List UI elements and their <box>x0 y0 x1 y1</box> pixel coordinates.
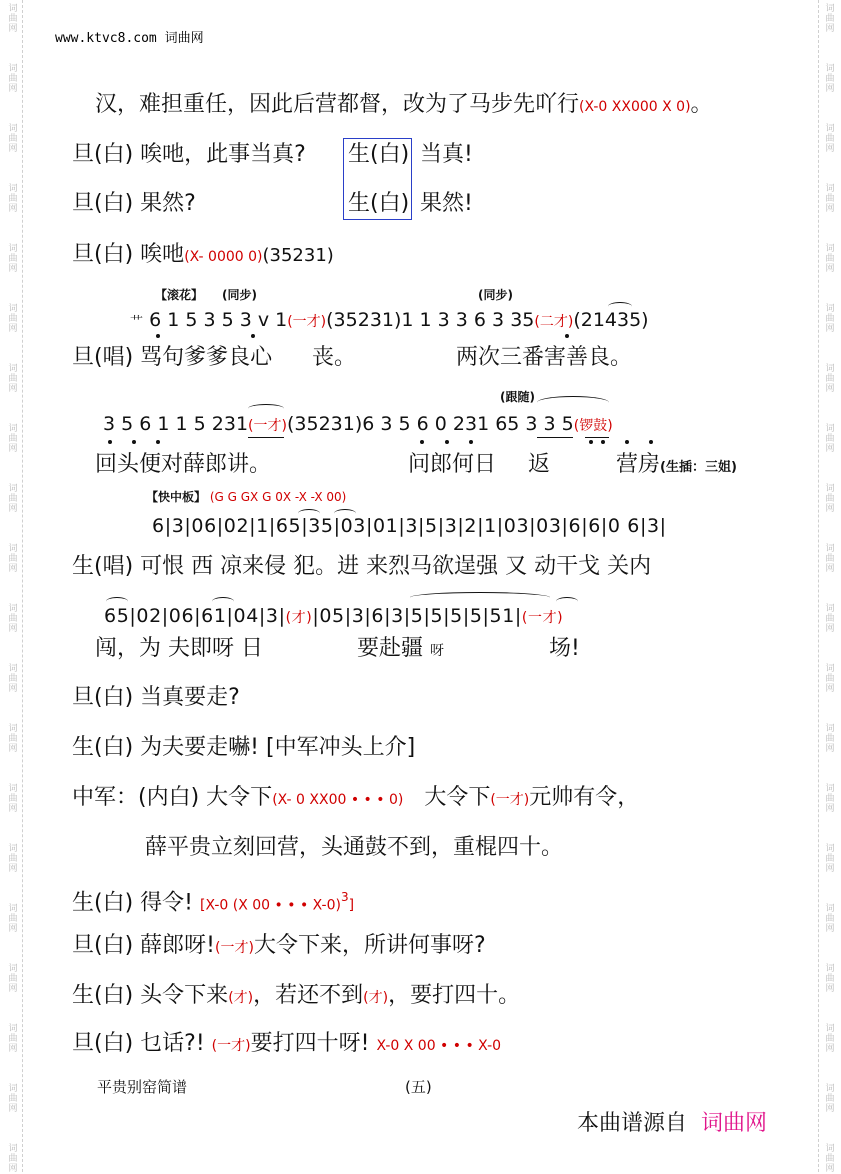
tempo-tag: 【快中板】 <box>146 490 207 504</box>
dialogue-line-9: 旦(白) 当真要走? <box>72 685 240 710</box>
source-brand[interactable]: 本曲谱源自 词曲网 <box>577 1111 768 1136</box>
dialogue-line-16: 旦(白) 乜话?! (一才)要打四十呀! X-0 X 00 • • • X-0 <box>72 1031 502 1056</box>
lyric-line-6: 回头便对薛郎讲。 <box>95 452 272 477</box>
watermark-glyph: 词 曲 网 <box>8 244 18 274</box>
page-number: (五) <box>405 1078 432 1096</box>
watermark-glyph: 词 曲 网 <box>8 184 18 214</box>
tempo-line: 【快中板】 (G G GX G 0X -X -X 00) <box>146 490 347 504</box>
dialogue-line-10: 生(白) 为夫要走嚇! [中军冲头上介] <box>72 735 416 760</box>
dialogue-line-3: 旦(白) 果然? <box>72 191 196 216</box>
low-octave-dot <box>156 334 160 338</box>
slur <box>298 509 320 518</box>
slur <box>334 509 356 518</box>
lyric-fragment: 返 <box>528 452 551 477</box>
left-watermark-strip <box>0 0 23 1172</box>
watermark-glyph: 词 曲 网 <box>8 964 18 994</box>
watermark-glyph: 词 曲 网 <box>825 844 835 874</box>
watermark-glyph: 词 曲 网 <box>8 664 18 694</box>
low-octave-dot <box>108 440 112 444</box>
low-octave-dot <box>625 440 629 444</box>
role-label: 旦(白) <box>72 933 134 958</box>
slur <box>106 597 128 606</box>
dialogue-line-13: 生(白) 得令! [X-0 (X 00 • • • X-0)$^3$] <box>72 890 355 916</box>
notation-line-4: 65|02|06|61|04|3|(才)|05|3|6|3|5|5|5|5|51|(一才) <box>104 605 564 627</box>
brand-underline <box>645 1134 815 1139</box>
lyric-fragment: 丧。 <box>312 345 357 370</box>
cue-tag: (跟随) <box>500 390 535 404</box>
sung-line-5: 旦(唱) 骂句爹爹良心 <box>72 345 273 370</box>
lyric-line-8: 闯，为 夫即呀 日 <box>95 636 263 661</box>
tempo-tag: 【滚花】 <box>155 288 204 302</box>
watermark-glyph: 词 曲 网 <box>8 64 18 94</box>
role-label: 生(白) <box>72 735 134 760</box>
slur <box>556 597 578 606</box>
site-url[interactable]: www.ktvc8.com 词曲网 <box>55 31 204 46</box>
watermark-glyph: 词 曲 网 <box>825 604 835 634</box>
slur <box>537 396 609 409</box>
watermark-glyph: 词 曲 网 <box>8 4 18 34</box>
slur <box>248 404 284 413</box>
watermark-glyph: 词 曲 网 <box>8 544 18 574</box>
dialogue-line-15: 生(白) 头令下来(才)，若还不到(才)，要打四十。 <box>72 983 521 1008</box>
lyric-fragment: 场! <box>549 636 580 661</box>
boxed-role: 生(白) <box>348 191 410 216</box>
watermark-glyph: 词 曲 网 <box>825 904 835 934</box>
watermark-glyph: 词 曲 网 <box>825 244 835 274</box>
watermark-glyph: 词 曲 网 <box>825 1084 835 1114</box>
lyric-fragment: 要赴疆 呀 <box>357 636 445 661</box>
beam <box>537 437 573 438</box>
watermark-glyph: 词 曲 网 <box>8 604 18 634</box>
dialogue-line-12: 薛平贵立刻回营，头通鼓不到，重棍四十。 <box>145 835 564 860</box>
watermark-glyph: 词 曲 网 <box>8 124 18 154</box>
watermark-glyph: 词 曲 网 <box>825 1024 835 1054</box>
watermark-glyph: 词 曲 网 <box>825 184 835 214</box>
role-label: 中军： <box>72 785 139 810</box>
lyric-fragment: 两次三番害善良。 <box>456 345 633 370</box>
low-octave-dot <box>589 440 593 444</box>
watermark-glyph: 词 曲 网 <box>8 424 18 454</box>
watermark-glyph: 词 曲 网 <box>8 1024 18 1054</box>
watermark-glyph: 词 曲 网 <box>8 304 18 334</box>
low-octave-dot <box>601 440 605 444</box>
watermark-glyph: 词 曲 网 <box>8 904 18 934</box>
beam <box>585 437 609 438</box>
low-octave-dot <box>469 440 473 444</box>
watermark-glyph: 词 曲 网 <box>8 844 18 874</box>
role-label: 生(白) <box>72 890 134 916</box>
role-label: 旦(白) <box>72 1031 134 1056</box>
cue-tag: (同步) <box>222 288 257 302</box>
watermark-glyph: 词 曲 网 <box>825 304 835 334</box>
watermark-glyph: 词 曲 网 <box>8 1084 18 1114</box>
stage-note: (生插：三姐) <box>660 460 737 475</box>
watermark-glyph: 词 曲 网 <box>825 1144 835 1174</box>
dialogue-line-11: 中军：(内白) 大令下(X- 0 XX00 • • • 0) 大令下(一才)元帅有令， <box>72 785 640 810</box>
watermark-glyph: 词 曲 网 <box>825 64 835 94</box>
slur <box>410 592 550 603</box>
low-octave-dot <box>251 334 255 338</box>
brand-logo: 词曲网 <box>701 1111 768 1136</box>
role-label: 旦(白) <box>72 191 134 216</box>
role-label: 旦(白) <box>72 142 134 167</box>
footer-title: 平贵别窑简谱 <box>97 1078 188 1096</box>
watermark-glyph: 词 曲 网 <box>825 724 835 754</box>
watermark-glyph: 词 曲 网 <box>8 724 18 754</box>
watermark-glyph: 词 曲 网 <box>8 364 18 394</box>
lyric-line-1: 汉，难担重任，因此后营都督，改为了马步先吖行(X-0 XX000 X 0)。 <box>95 92 713 117</box>
watermark-glyph: 词 曲 网 <box>825 424 835 454</box>
watermark-glyph: 词 曲 网 <box>825 664 835 694</box>
watermark-glyph: 词 曲 网 <box>825 964 835 994</box>
low-octave-dot <box>420 440 424 444</box>
low-octave-dot <box>649 440 653 444</box>
percussion-mark: (X-0 XX000 X 0) <box>579 99 691 115</box>
reply-text: 当真! <box>420 142 473 167</box>
watermark-glyph: 词 曲 网 <box>8 1144 18 1174</box>
dialogue-line-14: 旦(白) 薛郎呀!(一才)大令下来，所讲何事呀? <box>72 933 486 958</box>
watermark-glyph: 词 曲 网 <box>825 544 835 574</box>
right-watermark-strip <box>818 0 841 1172</box>
watermark-glyph: 词 曲 网 <box>825 484 835 514</box>
cue-tag: (同步) <box>478 288 513 302</box>
low-octave-dot <box>565 334 569 338</box>
sung-line-7: 生(唱) 可恨 西 凉来侵 犯。进 来烈马欲逞强 又 动干戈 关内 <box>72 554 652 579</box>
notation-line-2: 3 5 6 1 1 5 231(一才)(35231)6 3 5 6 0 231 65 3 3 5(锣鼓) <box>103 413 613 435</box>
slur <box>608 302 632 311</box>
watermark-glyph: 词 曲 网 <box>825 124 835 154</box>
highlight-box <box>343 138 412 220</box>
notation-line-1: ⺾ 6 1 5 3 5 3 v 1(一才)(35231)1 1 3 3 6 3 35(二才)(21435) <box>130 309 649 331</box>
role-label: 生(唱) <box>72 554 134 579</box>
slur <box>212 597 234 606</box>
dialogue-line-4: 旦(白) 唉吔(X- 0000 0)(35231) <box>72 242 334 267</box>
low-octave-dot <box>445 440 449 444</box>
watermark-glyph: 词 曲 网 <box>8 484 18 514</box>
lyric-fragment: 问郎何日 <box>408 452 497 477</box>
watermark-glyph: 词 曲 网 <box>825 4 835 34</box>
role-label: 旦(白) <box>72 242 134 267</box>
notation-line-3: 6|3|06|02|1|65|35|03|01|3|5|3|2|1|03|03|6|6|0 6|3| <box>152 515 667 537</box>
beam <box>248 437 284 438</box>
role-label: 旦(白) <box>72 685 134 710</box>
reply-text: 果然! <box>420 191 473 216</box>
dialogue-line-2: 旦(白) 唉吔，此事当真? <box>72 142 306 167</box>
lyric-fragment: 营房(生插：三姐) <box>616 452 737 477</box>
role-label: 旦(唱) <box>72 345 134 370</box>
watermark-glyph: 词 曲 网 <box>825 364 835 394</box>
watermark-glyph: 词 曲 网 <box>825 784 835 814</box>
watermark-glyph: 词 曲 网 <box>8 784 18 814</box>
role-label: 生(白) <box>72 983 134 1008</box>
low-octave-dot <box>132 440 136 444</box>
boxed-role: 生(白) <box>348 142 410 167</box>
low-octave-dot <box>156 440 160 444</box>
